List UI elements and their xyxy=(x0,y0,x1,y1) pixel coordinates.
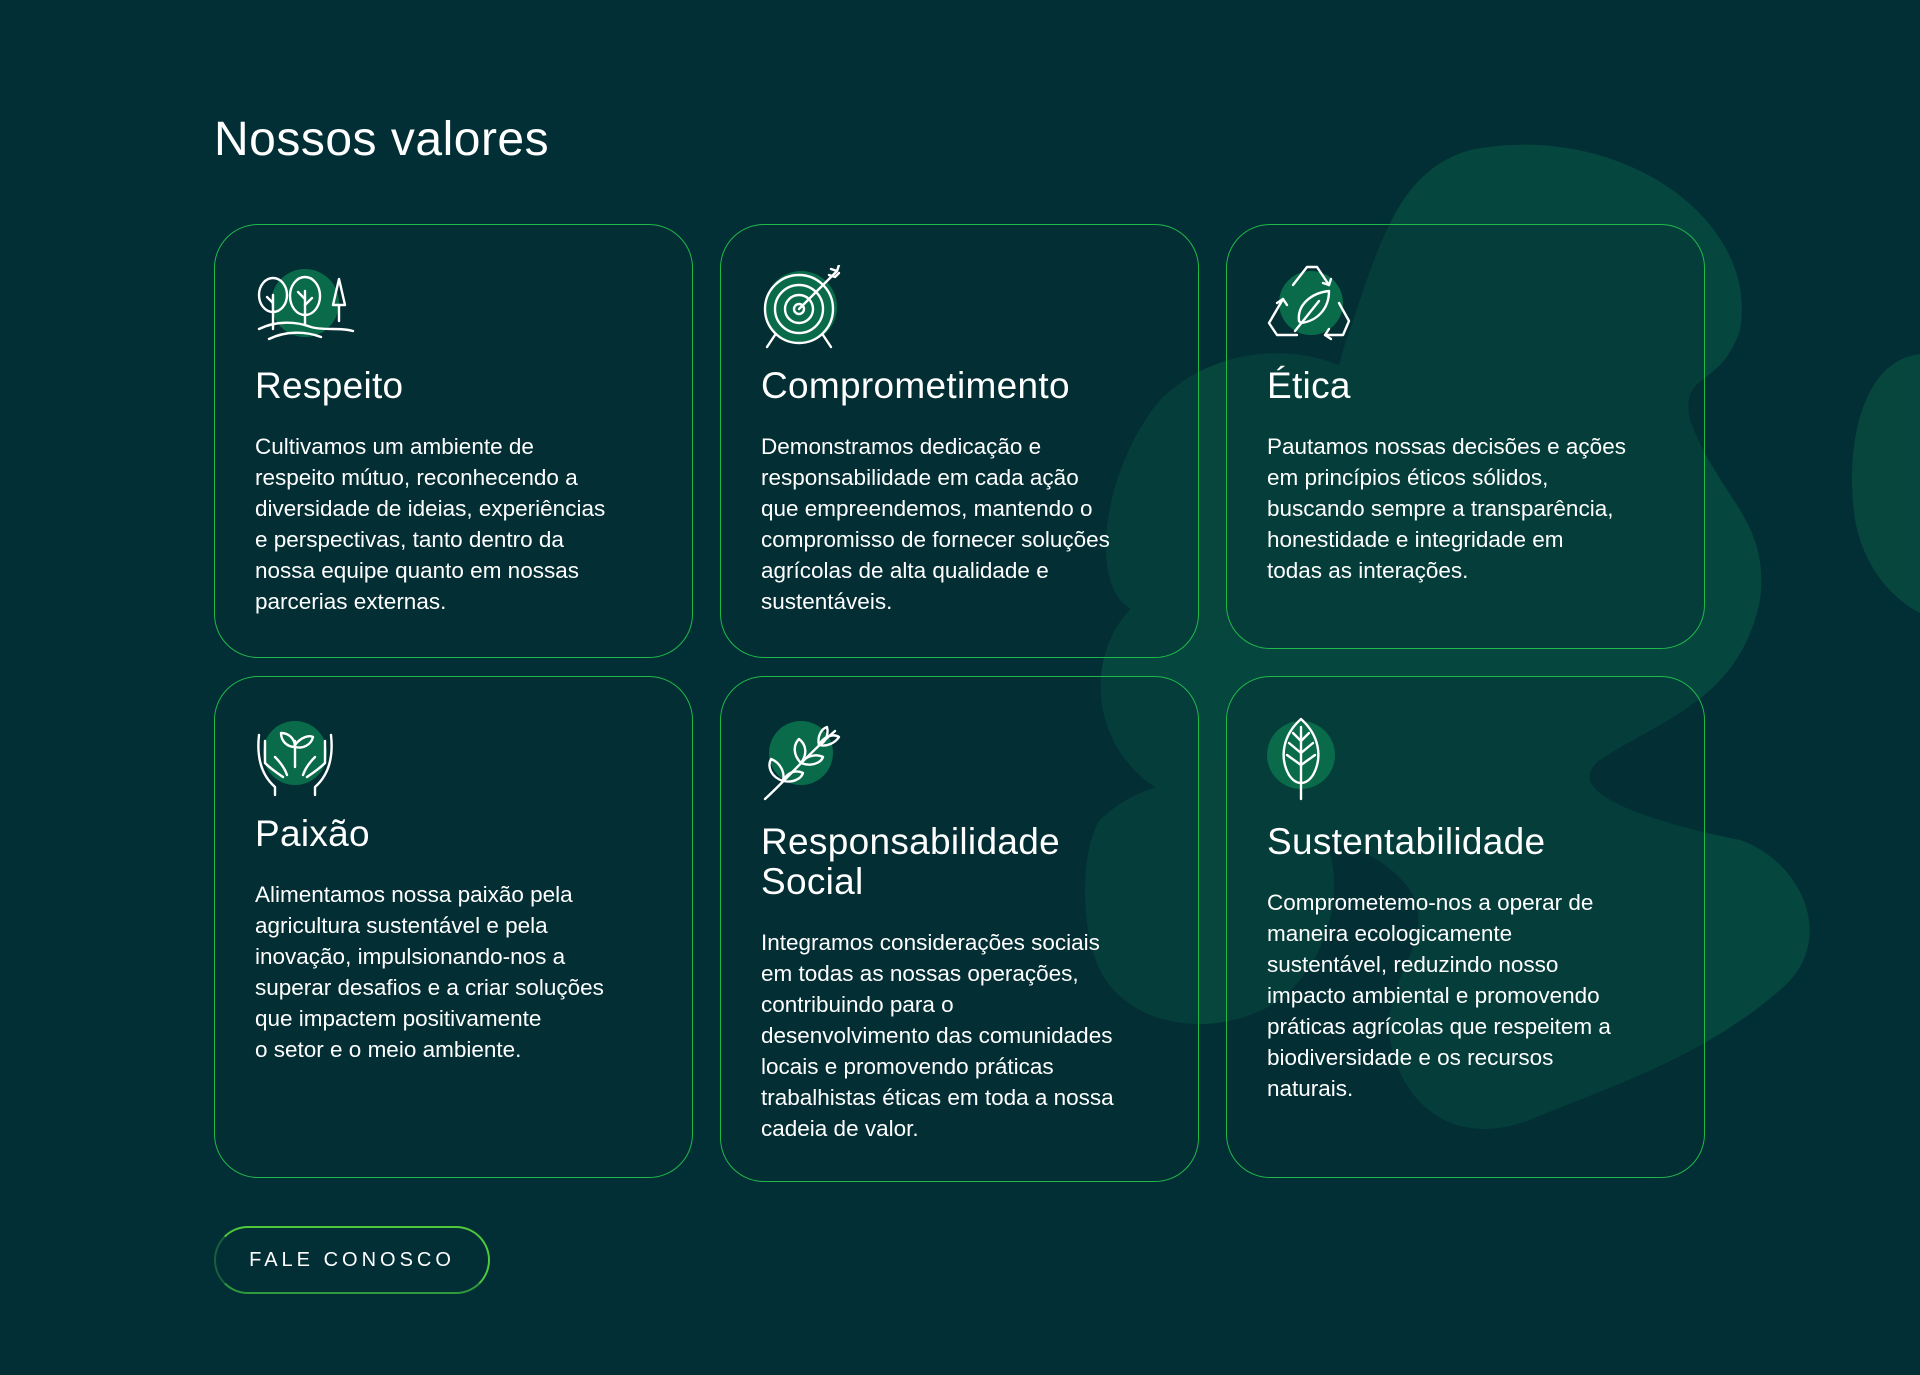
page-title: Nossos valores xyxy=(214,113,550,166)
value-card-etica xyxy=(1226,224,1705,649)
leaf-icon xyxy=(1267,717,1371,801)
branch-icon xyxy=(761,717,865,801)
value-card-responsabilidade-social xyxy=(720,676,1199,1182)
card-title: Responsabilidade Social xyxy=(761,821,1060,902)
card-description: Cultivamos um ambiente de respeito mútuo, reconhecendo a diversidade de ideias, experiências e perspectivas, tanto dentro da nossa equipe quanto em nossas parcerias externas. xyxy=(255,434,606,614)
value-card-comprometimento xyxy=(720,224,1199,658)
card-title: Respeito xyxy=(255,365,404,406)
value-card-paixao xyxy=(214,676,693,1178)
card-description: Integramos considerações sociais em todas as nossas operações, contribuindo para o desenvolvimento das comunidades locais e promovendo práticas trabalhistas éticas em toda a nossa cadeia de valor. xyxy=(761,930,1114,1141)
value-card-respeito xyxy=(214,224,693,658)
target-icon xyxy=(761,265,865,349)
card-title: Ética xyxy=(1267,365,1351,406)
hands-sprout-icon xyxy=(255,717,359,801)
card-title: Sustentabilidade xyxy=(1267,821,1546,862)
card-title: Paixão xyxy=(255,813,370,854)
card-description: Alimentamos nossa paixão pela agricultura sustentável e pela inovação, impulsionando-nos a superar desafios e a criar soluções que impactem positivamente o setor e o meio ambiente. xyxy=(255,882,604,1062)
card-description: Demonstramos dedicação e responsabilidade em cada ação que empreendemos, mantendo o compromisso de fornecer soluções agrícolas de alta qualidade e sustentáveis. xyxy=(761,434,1110,614)
recycle-leaf-icon xyxy=(1267,265,1371,349)
card-title: Comprometimento xyxy=(761,365,1070,406)
contact-button[interactable]: FALE CONOSCO xyxy=(214,1226,490,1294)
card-description: Comprometemo-nos a operar de maneira ecologicamente sustentável, reduzindo nosso impacto ambiental e promovendo práticas agrícolas que respeitem a biodiversidade e os recursos naturais. xyxy=(1267,890,1611,1101)
value-card-sustentabilidade xyxy=(1226,676,1705,1178)
trees-icon xyxy=(255,265,359,349)
card-description: Pautamos nossas decisões e ações em princípios éticos sólidos, buscando sempre a transparência, honestidade e integridade em todas as interações. xyxy=(1267,434,1626,583)
